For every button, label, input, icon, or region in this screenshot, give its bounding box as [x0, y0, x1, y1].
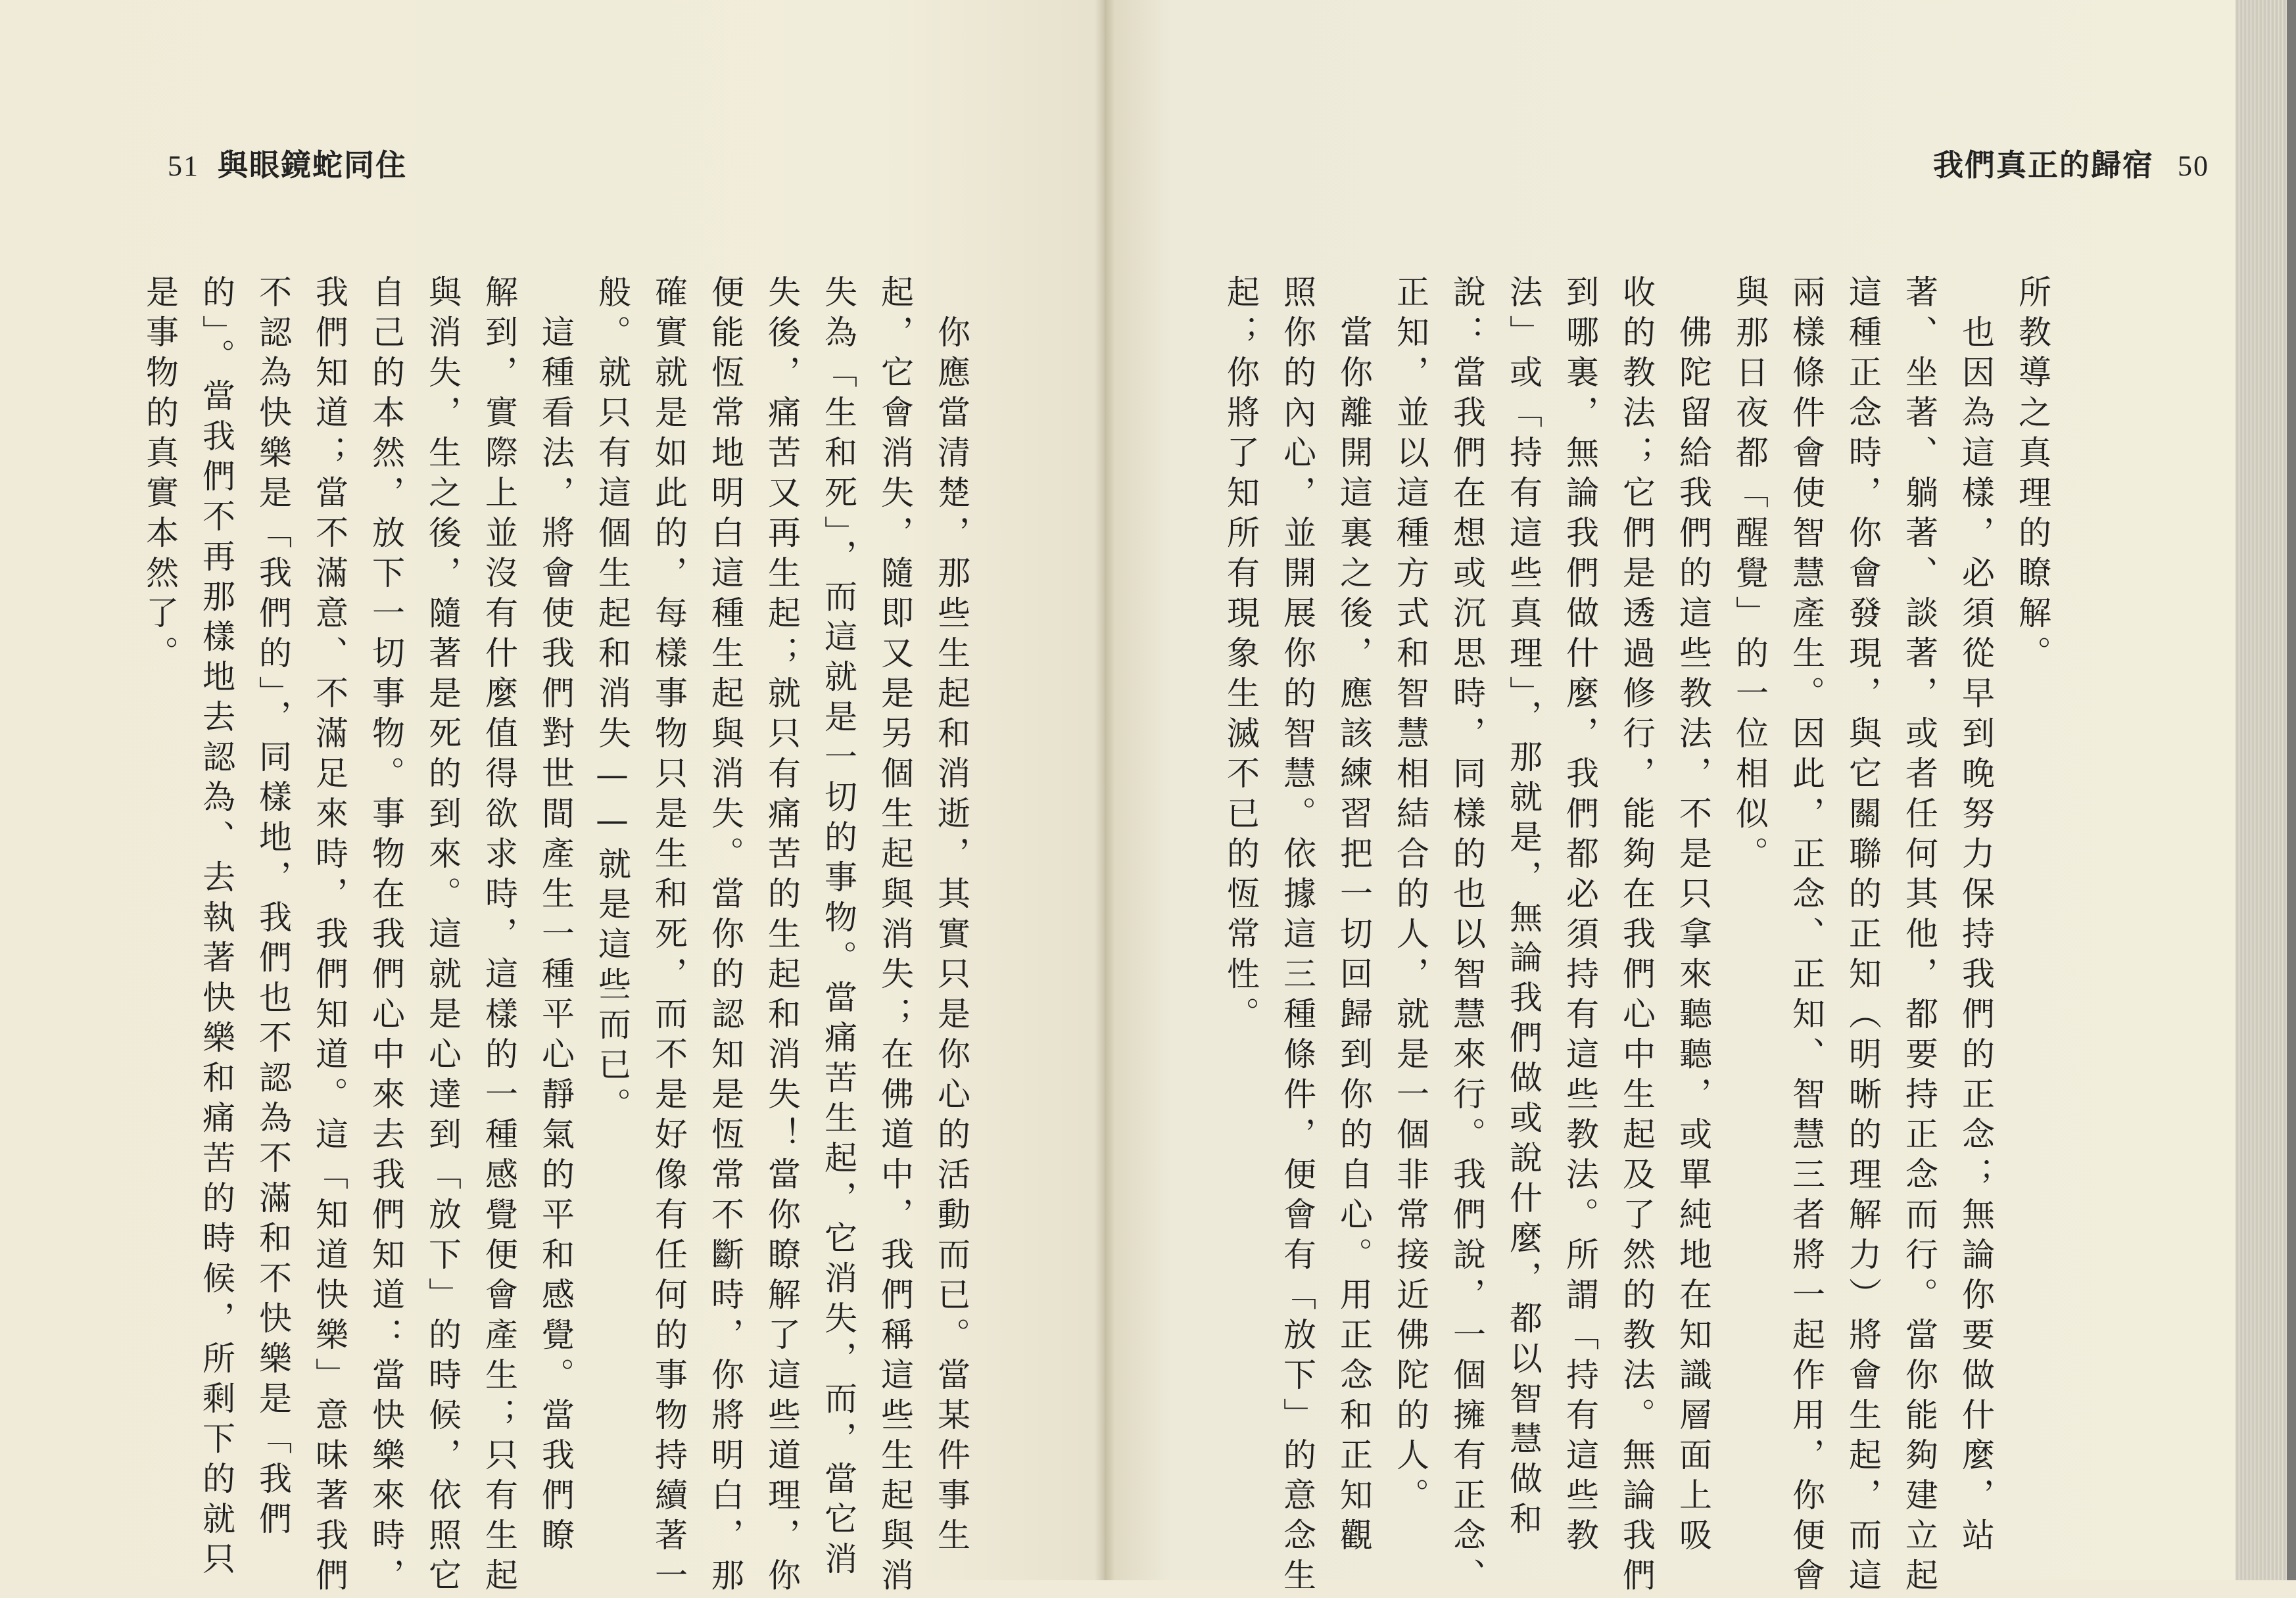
right-running-title: 我們真正的歸宿: [1933, 147, 2154, 183]
left-text-line: 這種看法，將會使我們對世間產生一種平心靜氣的平和感覺。當我們瞭: [537, 275, 575, 1558]
left-text-line: 的」。當我們不再那樣地去認為、去執著快樂和痛苦的時候，所剩下的就只: [197, 275, 235, 1582]
right-text-line: 也因為這樣，必須從早到晚努力保持我們的正念；無論你要做什麼，站: [1957, 275, 1995, 1558]
book-gutter: [1095, 0, 1114, 1580]
left-text-line: 不認為快樂是「我們的」，同樣地，我們也不認為不滿和不快樂是「我們: [254, 275, 292, 1541]
left-text-line: 是事物的真實本然了。: [141, 275, 179, 676]
left-text-line: 我們知道；當不滿意、不滿足來時，我們知道。這「知道快樂」意味著我們: [310, 275, 348, 1598]
right-text-line: 當你離開這裏之後，應該練習把一切回歸到你的自心。用正念和正知觀: [1335, 275, 1373, 1558]
left-text-line: 失後，痛苦又再生起；就只有痛苦的生起和消失！當你瞭解了這些道理，你: [763, 275, 801, 1598]
right-text-line: 兩樣條件會使智慧產生。因此，正念、正知、智慧三者將一起作用，你便會: [1787, 275, 1825, 1598]
right-text-line: 佛陀留給我們的這些教法，不是只拿來聽聽，或單純地在知識層面上吸: [1674, 275, 1712, 1558]
left-running-title: 與眼鏡蛇同住: [218, 147, 407, 183]
right-text-line: 所教導之真理的瞭解。: [2013, 275, 2051, 676]
left-text-line: 失為「生和死」，而這就是一切的事物。當痛苦生起，它消失，而，當它消: [819, 275, 857, 1582]
left-page-number: 51: [168, 150, 199, 182]
right-page: [1105, 0, 2236, 1598]
left-text-line: 自己的本然，放下一切事物。事物在我們心中來去我們知道：當快樂來時，: [367, 275, 405, 1598]
right-page-header: [1933, 147, 2209, 183]
book-cover-edge: [2287, 0, 2296, 1580]
right-text-line: 法」或「持有這些真理」，那就是，無論我們做或說什麼，都以智慧做和: [1504, 275, 1543, 1541]
right-text-line: 說：當我們在想或沉思時，同樣的也以智慧來行。我們說，一個擁有正念、: [1448, 275, 1486, 1598]
left-text-line: 便能恆常地明白這種生起與消失。當你的認知是恆常不斷時，你將明白，那: [706, 275, 744, 1598]
left-text-line: 般。就只有這個生起和消失——就是這些而已。: [593, 275, 631, 1127]
right-page-number: 50: [2178, 150, 2209, 182]
right-text-line: 到哪裏，無論我們做什麼，我們都必須持有這些教法。所謂「持有這些教: [1561, 275, 1599, 1558]
right-text-line: 正知，並以這種方式和智慧相結合的人，就是一個非常接近佛陀的人。: [1391, 275, 1429, 1518]
left-page: [0, 0, 1105, 1598]
right-text-line: 這種正念時，你會發現，與它關聯的正知（明晰的理解力）將會生起，而這: [1844, 275, 1882, 1598]
left-text-line: 解到，實際上並沒有什麼值得欲求時，這樣的一種感覺便會產生；只有生起: [480, 275, 518, 1598]
left-text-line: 你應當清楚，那些生起和消逝，其實只是你心的活動而已。當某件事生: [932, 275, 970, 1558]
left-text-line: 確實就是如此的，每樣事物只是生和死，而不是好像有任何的事物持續著一: [650, 275, 688, 1598]
right-text-line: 著、坐著、躺著、談著，或者任何其他，都要持正念而行。當你能夠建立起: [1900, 275, 1938, 1598]
right-text-line: 照你的內心，並開展你的智慧。依據這三種條件，便會有「放下」的意念生: [1278, 275, 1316, 1598]
right-text-line: 與那日夜都「醒覺」的一位相似。: [1731, 275, 1769, 876]
left-page-header: [168, 147, 407, 183]
right-text-line: 收的教法；它們是透過修行，能夠在我們心中生起及了然的教法。無論我們: [1617, 275, 1656, 1598]
left-text-line: 與消失，生之後，隨著是死的到來。這就是心達到「放下」的時候，依照它: [423, 275, 462, 1598]
left-text-line: 起，它會消失，隨即又是另個生起與消失；在佛道中，我們稱這些生起與消: [876, 275, 914, 1598]
right-text-line: 起；你將了知所有現象生滅不已的恆常性。: [1222, 275, 1260, 1037]
